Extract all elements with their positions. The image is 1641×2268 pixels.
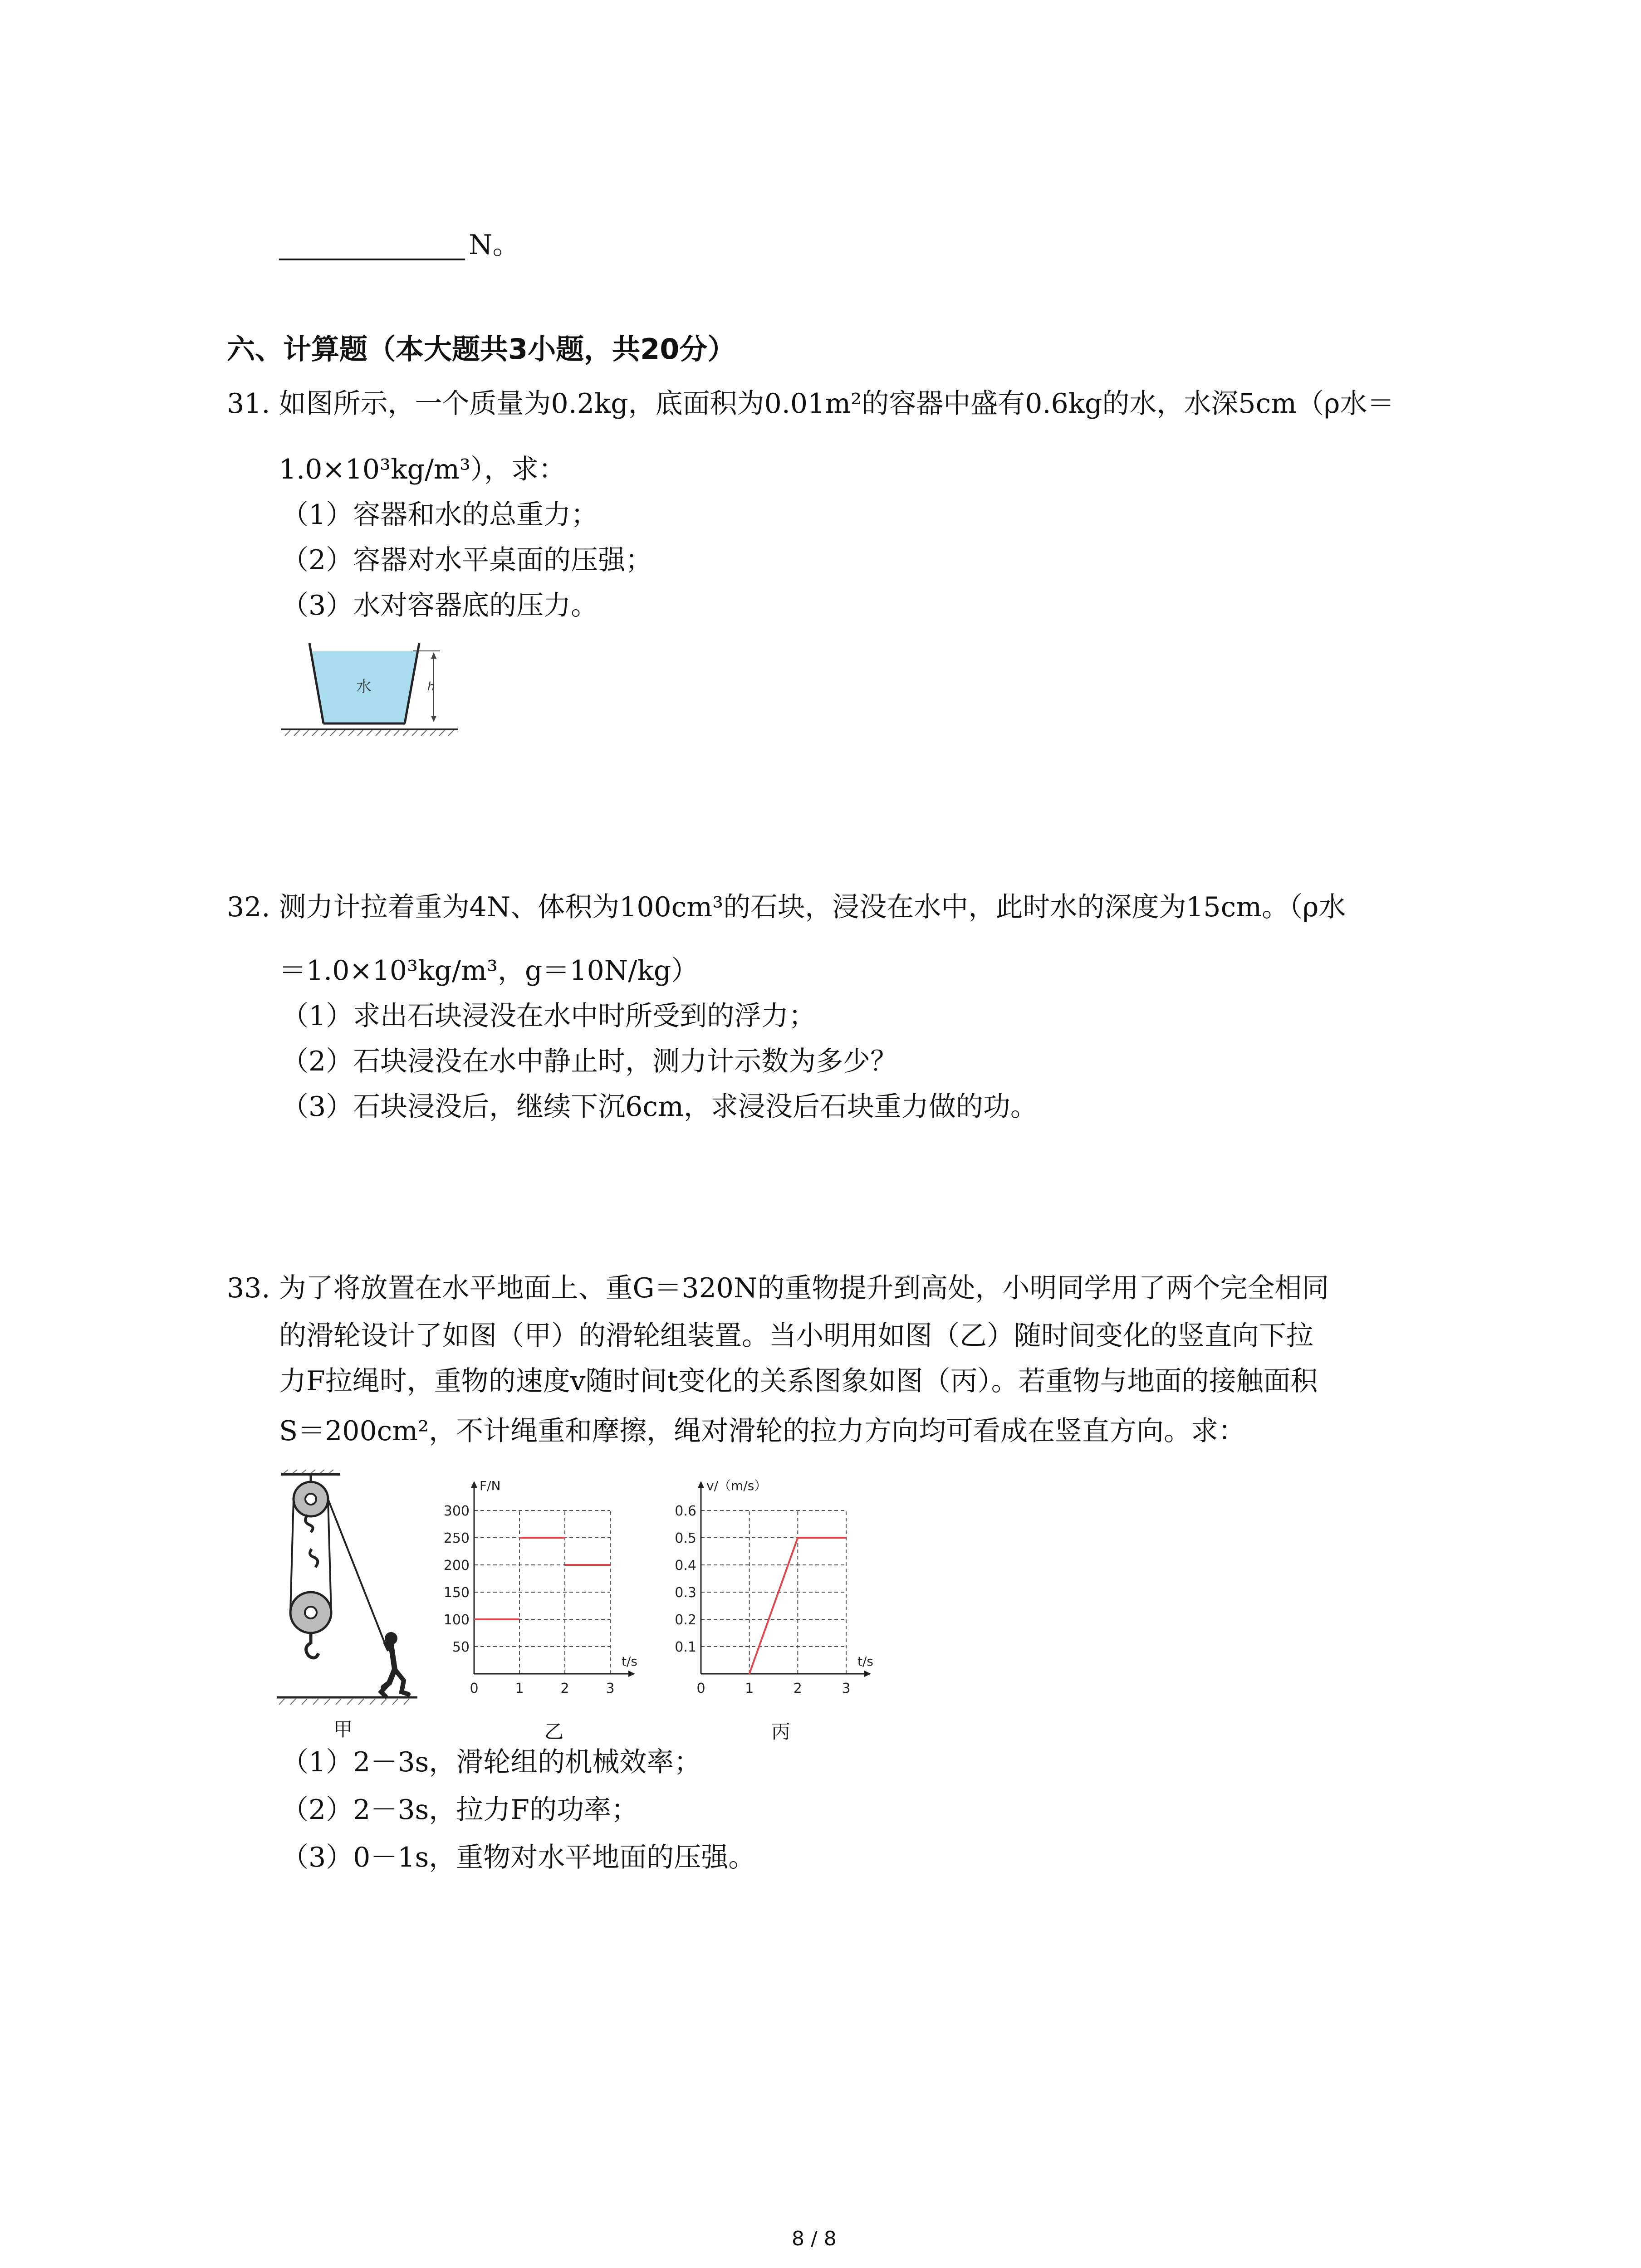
q32-text-line1: 32. 测力计拉着重为4N、体积为100cm³的石块，浸没在水中，此时水的深度为15cm。（ρ水 xyxy=(227,891,1346,923)
q31-part-1: （1）容器和水的总重力； xyxy=(281,499,598,531)
q33-part-2: （2）2－3s，拉力F的功率； xyxy=(281,1794,638,1826)
q32-text-line2: ＝1.0×10³kg/m³，g＝10N/kg） xyxy=(279,955,699,987)
y-axis-label: v/（m/s） xyxy=(706,1478,767,1493)
y-axis-arrow xyxy=(471,1481,477,1488)
x-tick-label: 2 xyxy=(560,1681,569,1696)
answer-unit: N。 xyxy=(469,229,520,261)
force-time-chart xyxy=(426,1463,635,1712)
x-tick-label: 1 xyxy=(515,1681,524,1696)
y-tick-label: 0.2 xyxy=(675,1612,696,1628)
y-tick-label: 300 xyxy=(443,1503,470,1519)
y-tick-label: 100 xyxy=(443,1612,470,1628)
q33-part-3: （3）0－1s，重物对水平地面的压强。 xyxy=(281,1842,756,1873)
q33-text-line1: 33. 为了将放置在水平地面上、重G＝320N的重物提升到高处，小明同学用了两个完全相同 xyxy=(227,1272,1329,1304)
y-axis-label: F/N xyxy=(480,1478,501,1493)
x-tick-label: 0 xyxy=(470,1681,479,1696)
q31-part-3: （3）水对容器底的压力。 xyxy=(281,590,598,621)
y-tick-label: 0.3 xyxy=(675,1585,696,1601)
q33-text-line4: S＝200cm²，不计绳重和摩擦，绳对滑轮的拉力方向均可看成在竖直方向。求： xyxy=(279,1415,1246,1447)
caption-bing: 丙 xyxy=(771,1721,791,1743)
q32-part-1: （1）求出石块浸没在水中时所受到的浮力； xyxy=(281,1000,816,1032)
x-axis-label: t/s xyxy=(857,1654,873,1669)
person-icon xyxy=(381,1632,408,1696)
q31-text-line2: 1.0×10³kg/m³），求： xyxy=(279,454,566,485)
q33-text-line3: 力F拉绳时，重物的速度v随时间t变化的关系图象如图（丙）。若重物与地面的接触面积 xyxy=(279,1365,1318,1397)
y-tick-label: 250 xyxy=(443,1530,470,1546)
y-tick-label: 200 xyxy=(443,1558,470,1574)
q31-text-line1: 31. 如图所示，一个质量为0.2kg，底面积为0.01m²的容器中盛有0.6kg的水，水深5cm（ρ水＝ xyxy=(227,388,1395,420)
y-axis-arrow xyxy=(698,1481,704,1488)
answer-blank xyxy=(279,259,465,260)
y-tick-label: 0.4 xyxy=(675,1558,696,1574)
x-axis-label: t/s xyxy=(622,1654,637,1669)
q33-text-line2: 的滑轮设计了如图（甲）的滑轮组装置。当小明用如图（乙）随时间变化的竖直向下拉 xyxy=(279,1320,1313,1352)
height-label: h xyxy=(427,680,435,694)
y-tick-label: 50 xyxy=(452,1639,470,1655)
x-tick-label: 3 xyxy=(606,1681,615,1696)
y-tick-label: 0.1 xyxy=(675,1639,696,1655)
x-tick-label: 3 xyxy=(842,1681,851,1696)
water-label: 水 xyxy=(356,678,372,696)
y-tick-label: 150 xyxy=(443,1585,470,1601)
q32-part-3: （3）石块浸没后，继续下沉6cm，求浸没后石块重力做的功。 xyxy=(281,1091,1038,1123)
x-tick-label: 1 xyxy=(745,1681,754,1696)
y-tick-label: 0.6 xyxy=(675,1503,696,1519)
x-tick-label: 0 xyxy=(696,1681,705,1696)
velocity-time-chart xyxy=(658,1463,876,1712)
q31-container-figure xyxy=(281,635,463,739)
x-axis-arrow xyxy=(628,1671,635,1677)
section-title: 六、计算题（本大题共3小题，共20分） xyxy=(227,332,736,366)
q33-part-1: （1）2－3s，滑轮组的机械效率； xyxy=(281,1746,701,1778)
pulley-system-figure xyxy=(272,1470,422,1715)
y-tick-label: 0.5 xyxy=(675,1530,696,1546)
caption-yi: 乙 xyxy=(544,1721,564,1743)
x-axis-arrow xyxy=(864,1671,871,1677)
page-number: 8 / 8 xyxy=(792,2227,837,2250)
caption-jia: 甲 xyxy=(333,1718,353,1740)
q32-part-2: （2）石块浸没在水中静止时，测力计示数为多少？ xyxy=(281,1046,898,1077)
q31-part-2: （2）容器对水平桌面的压强； xyxy=(281,544,653,576)
x-tick-label: 2 xyxy=(793,1681,802,1696)
